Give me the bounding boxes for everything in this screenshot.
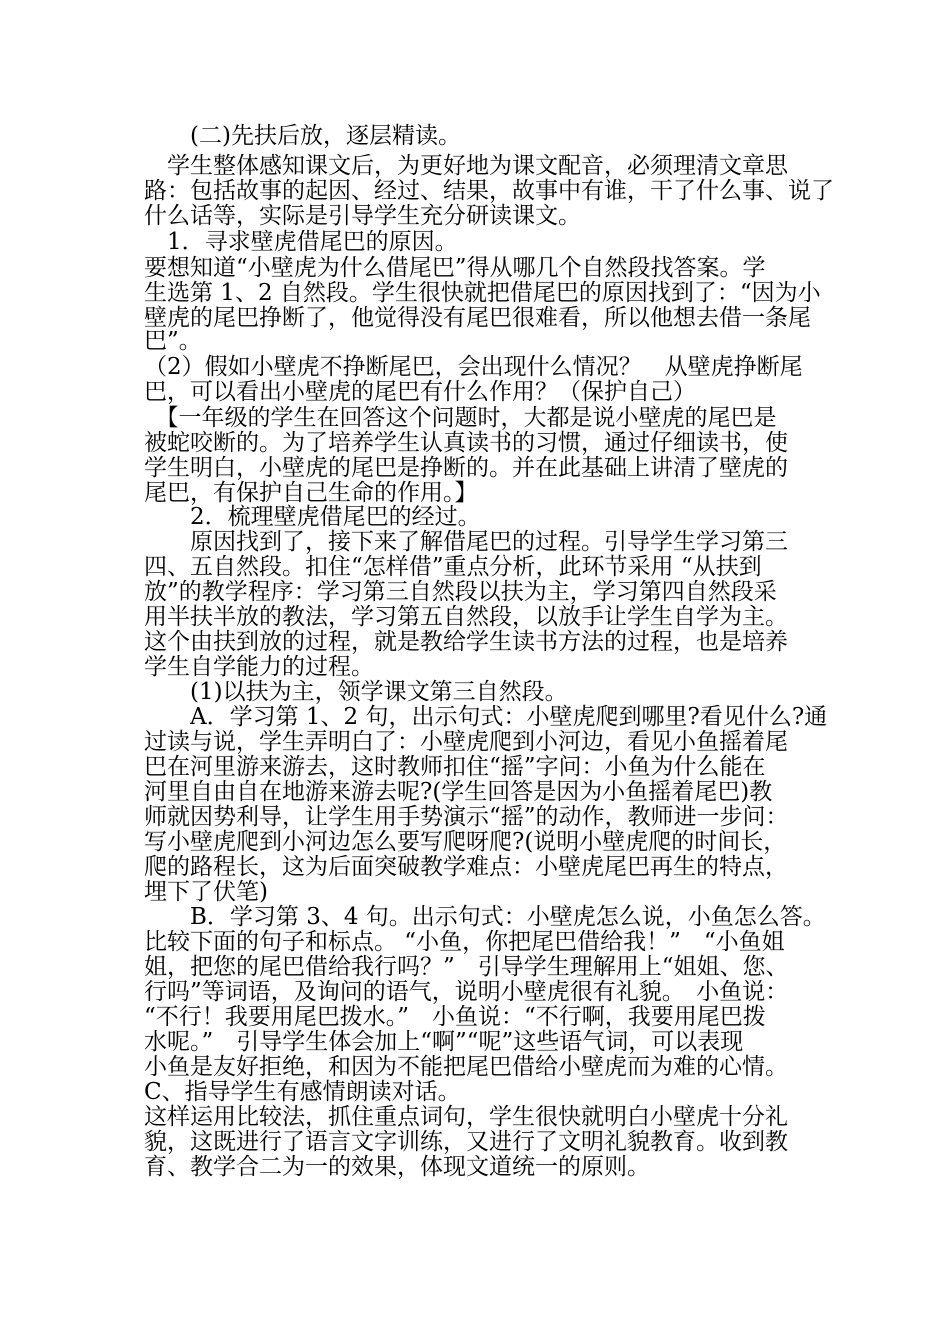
text-line: 这个由扶到放的过程，就是教给学生读书方法的过程，也是培养 <box>144 629 788 655</box>
text-line: 什么话等，实际是引导学生充分研读课文。 <box>144 203 581 229</box>
text-line: 这样运用比较法，抓住重点词句，学生很快就明白小壁虎十分礼 <box>144 1104 788 1130</box>
text-line: 学生自学能力的过程。 <box>144 654 374 680</box>
text-line: 2．梳理壁虎借尾巴的经过。 <box>144 504 481 530</box>
text-line: 水呢。” 引导学生体会加上“啊”“呢”这些语气词，可以表现 <box>144 1029 744 1055</box>
text-line: 尾巴，有保护自己生命的作用。】 <box>144 480 478 506</box>
text-line: 路：包括故事的起因、经过、结果，故事中有谁，干了什么事、说了 <box>144 178 834 204</box>
text-line: “不行！我要用尾巴拨水。” 小鱼说：“不行啊，我要用尾巴拨 <box>144 1004 766 1030</box>
text-line: 巴在河里游来游去，这时教师扣住“摇”字问：小鱼为什么能在 <box>144 754 766 780</box>
text-line: 被蛇咬断的。为了培养学生认真读书的习惯，通过仔细读书，使 <box>144 430 788 456</box>
text-line: 巴，可以看出小壁虎的尾巴有什么作用？（保护自己） <box>144 379 696 405</box>
text-line: 河里自由自在地游来游去呢?(学生回答是因为小鱼摇着尾巴)教 <box>144 779 773 805</box>
text-line: 写小壁虎爬到小河边怎么要写爬呀爬?(说明小壁虎爬的时间长， <box>144 829 787 855</box>
text-line: 过读与说，学生弄明白了：小壁虎爬到小河边，看见小鱼摇着尾 <box>144 729 788 755</box>
text-line: 生选第 1、2 自然段。学生很快就把借尾巴的原因找到了：“因为小 <box>144 280 821 306</box>
text-line: B．学习第 3、4 句。出示句式：小壁虎怎么说，小鱼怎么答。 <box>144 904 826 930</box>
text-line: 师就因势利导，让学生用手势演示“摇”的动作，教师进一步问： <box>144 804 789 830</box>
text-line: 四、五自然段。扣住“怎样借”重点分析，此环节采用 “从扶到 <box>144 554 762 580</box>
text-line: 要想知道“小壁虎为什么借尾巴”得从哪几个自然段找答案。学 <box>144 255 766 281</box>
text-line: 貌，这既进行了语言文字训练，又进行了文明礼貌教育。收到教 <box>144 1129 788 1155</box>
text-line: 育、教学合二为一的效果，体现文道统一的原则。 <box>144 1154 650 1180</box>
text-line: 行吗”等词语，及询问的语气，说明小壁虎很有礼貌。 小鱼说： <box>144 979 789 1005</box>
text-line: 1．寻求壁虎借尾巴的原因。 <box>144 229 458 255</box>
text-line: C、指导学生有感情朗读对话。 <box>144 1079 461 1105</box>
text-line: 姐，把您的尾巴借给我行吗？” 引导学生理解用上“姐姐、您、 <box>144 954 789 980</box>
text-line: (1)以扶为主，领学课文第三自然段。 <box>144 679 568 705</box>
text-line: 爬的路程长，这为后面突破教学难点：小壁虎尾巴再生的特点， <box>144 854 788 880</box>
text-line: A．学习第 1、2 句，出示句式：小壁虎爬到哪里?看见什么?通 <box>144 704 828 730</box>
text-line: 【一年级的学生在回答这个问题时，大都是说小壁虎的尾巴是 <box>144 405 777 431</box>
text-line: 学生整体感知课文后，为更好地为课文配音，必须理清文章思 <box>144 153 788 179</box>
text-line: 学生明白，小壁虎的尾巴是挣断的。并在此基础上讲清了壁虎的 <box>144 455 788 481</box>
text-line: 巴”。 <box>144 328 202 354</box>
text-line: 用半扶半放的教法，学习第五自然段，以放手让学生自学为主。 <box>144 604 788 630</box>
text-line: 埋下了伏笔) <box>144 879 268 905</box>
text-line: 壁虎的尾巴挣断了，他觉得没有尾巴很难看，所以他想去借一条尾 <box>144 305 811 331</box>
text-line: 比较下面的句子和标点。 “小鱼，你把尾巴借给我！” “小鱼姐 <box>144 929 785 955</box>
text-line: 放”的教学程序：学习第三自然段以扶为主，学习第四自然段采 <box>144 579 777 605</box>
text-line: （2）假如小壁虎不挣断尾巴，会出现什么情况？ 从壁虎挣断尾 <box>144 354 803 380</box>
text-line: 小鱼是友好拒绝，和因为不能把尾巴借给小壁虎而为难的心情。 <box>144 1054 788 1080</box>
text-line: 原因找到了，接下来了解借尾巴的过程。引导学生学习第三 <box>144 529 788 555</box>
text-line: (二)先扶后放，逐层精读。 <box>144 123 461 149</box>
